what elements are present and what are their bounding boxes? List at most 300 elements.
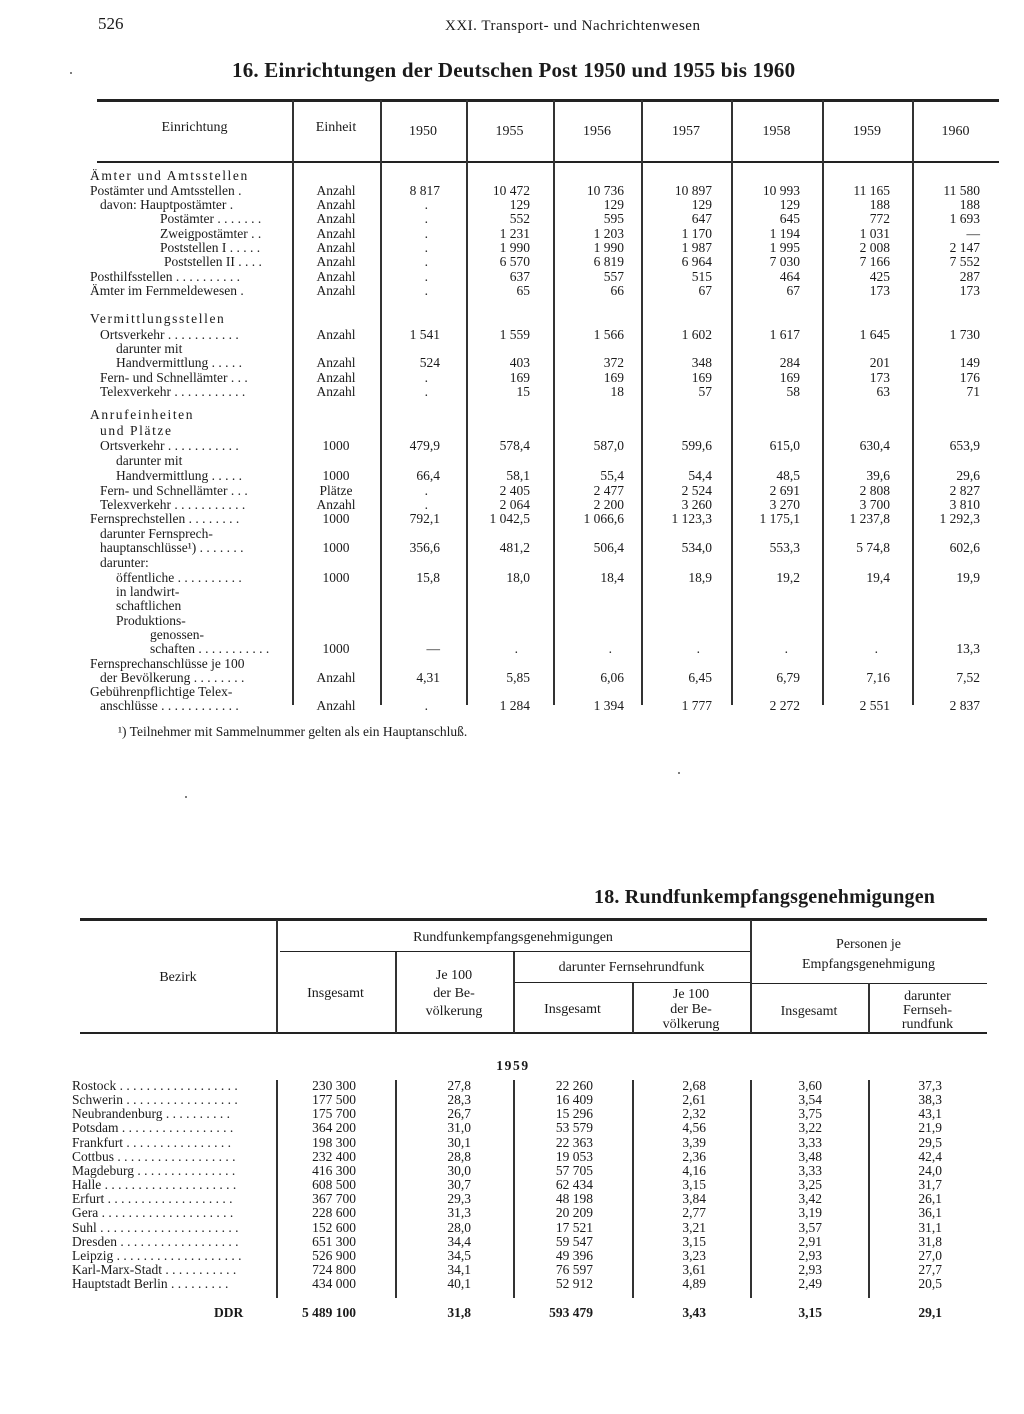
- row-value: 1 284: [499, 698, 530, 713]
- row-unit: Anzahl: [316, 197, 356, 212]
- row-value: 6 819: [593, 254, 624, 269]
- bezirk-label: Gera . . . . . . . . . . . . . . . . . . . .: [72, 1205, 234, 1221]
- row-value: 2 551: [859, 698, 890, 713]
- row-value: 506,4: [593, 540, 624, 555]
- bezirk-label: Halle . . . . . . . . . . . . . . . . . . . .: [72, 1177, 237, 1193]
- row-label: hauptanschlüsse¹) . . . . . . .: [100, 540, 244, 555]
- row-value: 1 777: [681, 698, 712, 713]
- row-value: 10 993: [762, 183, 800, 198]
- row-value: 2 272: [769, 698, 800, 713]
- bezirk-label: Schwerin . . . . . . . . . . . . . . . . .: [72, 1092, 238, 1108]
- row-value: 3,61: [682, 1261, 706, 1277]
- row-value: 645: [779, 211, 800, 226]
- header-je100: der Be-: [433, 986, 475, 1001]
- row-value: .: [874, 641, 878, 656]
- row-value: 39,6: [866, 468, 890, 483]
- row-value: 29,5: [918, 1134, 942, 1150]
- row-value: 3,75: [798, 1106, 822, 1122]
- row-value: 615,0: [769, 438, 800, 453]
- row-value: .: [424, 698, 428, 713]
- row-value: 58: [786, 384, 800, 399]
- row-unit: 1000: [322, 641, 350, 656]
- row-value: 287: [959, 269, 980, 284]
- row-value: .: [424, 483, 428, 498]
- row-value: .: [696, 641, 700, 656]
- table16-title: 16. Einrichtungen der Deutschen Post 1950 und 1955 bis 1960: [232, 58, 796, 82]
- row-value: 2,61: [682, 1092, 706, 1108]
- row-value: 198 300: [312, 1134, 356, 1150]
- row-value: 599,6: [681, 438, 712, 453]
- row-unit: Anzahl: [316, 211, 356, 226]
- row-value: 2 837: [949, 698, 980, 713]
- row-label: darunter Fernsprech-: [100, 526, 213, 541]
- row-value: 6,45: [688, 670, 712, 685]
- row-value: 36,1: [918, 1205, 942, 1221]
- row-value: 59 547: [555, 1233, 593, 1249]
- row-value: .: [424, 240, 428, 255]
- row-value: 53 579: [555, 1120, 593, 1136]
- row-value: 34,4: [447, 1233, 471, 1249]
- row-value: 595: [603, 211, 624, 226]
- row-unit: 1000: [322, 511, 350, 526]
- row-value: 34,1: [447, 1261, 471, 1277]
- table18-top-rule: [80, 918, 987, 921]
- row-value: 647: [691, 211, 712, 226]
- row-label: Postämter . . . . . . .: [160, 211, 262, 226]
- row-value: 34,5: [447, 1247, 471, 1263]
- row-label: genossen-: [150, 627, 204, 642]
- row-value: 1 394: [593, 698, 624, 713]
- row-unit: Anzahl: [316, 183, 356, 198]
- row-value: 169: [509, 370, 530, 385]
- row-value: 11 165: [853, 183, 890, 198]
- row-value: 66,4: [416, 468, 440, 483]
- header-year: 1957: [672, 124, 700, 139]
- row-value: 5 74,8: [856, 540, 890, 555]
- row-value: 177 500: [312, 1092, 356, 1108]
- row-label: schaftlichen: [116, 598, 182, 613]
- row-value: 58,1: [506, 468, 530, 483]
- row-value: 149: [959, 355, 980, 370]
- row-value: 4,56: [682, 1120, 706, 1136]
- row-value: 57 705: [555, 1162, 593, 1178]
- row-value: 54,4: [688, 468, 712, 483]
- row-value: 2 008: [859, 240, 890, 255]
- row-value: 29,6: [956, 468, 980, 483]
- total-value: 3,15: [798, 1305, 822, 1320]
- row-value: 62 434: [555, 1177, 593, 1193]
- row-value: 31,8: [918, 1233, 942, 1249]
- row-label: Vermittlungsstellen: [90, 311, 226, 326]
- row-value: 3,22: [798, 1120, 822, 1136]
- row-value: 175 700: [312, 1106, 356, 1122]
- row-unit: Anzahl: [316, 670, 356, 685]
- row-value: 67: [786, 283, 800, 298]
- row-unit: Anzahl: [316, 384, 356, 399]
- row-value: 31,3: [447, 1205, 471, 1221]
- row-value: 1 170: [681, 226, 712, 241]
- row-value: —: [966, 226, 980, 241]
- row-value: .: [424, 211, 428, 226]
- row-label: darunter mit: [116, 453, 183, 468]
- bezirk-label: Cottbus . . . . . . . . . . . . . . . . . .: [72, 1148, 236, 1164]
- header-year: 1958: [762, 124, 791, 139]
- row-unit: Anzahl: [316, 497, 356, 512]
- row-value: 48,5: [776, 468, 800, 483]
- row-value: 1 175,1: [759, 511, 800, 526]
- total-label: DDR: [214, 1305, 244, 1320]
- row-value: .: [424, 283, 428, 298]
- row-value: 356,6: [409, 540, 440, 555]
- row-value: 1 990: [499, 240, 530, 255]
- row-value: 557: [603, 269, 624, 284]
- row-value: 3 810: [949, 497, 980, 512]
- row-value: 2,93: [798, 1261, 822, 1277]
- row-value: 637: [509, 269, 530, 284]
- row-label: Fernsprechanschlüsse je 100: [90, 656, 245, 671]
- row-value: 1 123,3: [671, 511, 712, 526]
- row-value: 228 600: [312, 1205, 356, 1221]
- row-label: davon: Hauptpostämter .: [100, 197, 234, 212]
- row-value: 2,77: [682, 1205, 706, 1221]
- row-value: 1 990: [593, 240, 624, 255]
- row-unit: Anzahl: [316, 698, 356, 713]
- total-value: 593 479: [549, 1305, 593, 1320]
- row-value: 38,3: [918, 1092, 942, 1108]
- bezirk-label: Erfurt . . . . . . . . . . . . . . . . . . .: [72, 1191, 233, 1207]
- row-value: 6,79: [776, 670, 800, 685]
- row-label: Posthilfsstellen . . . . . . . . . .: [90, 269, 241, 284]
- year-label: 1959: [496, 1058, 530, 1073]
- row-value: 21,9: [918, 1120, 942, 1136]
- row-label: Poststellen II . . . .: [164, 254, 262, 269]
- row-value: 1 042,5: [489, 511, 530, 526]
- row-value: 17 521: [555, 1219, 593, 1235]
- row-value: 3,48: [798, 1148, 822, 1164]
- row-value: 630,4: [859, 438, 890, 453]
- print-speck: [678, 772, 680, 774]
- row-value: 1 995: [769, 240, 800, 255]
- row-value: 3,25: [798, 1177, 822, 1193]
- row-value: 1 693: [949, 211, 980, 226]
- print-speck: [70, 72, 72, 74]
- bezirk-label: Magdeburg . . . . . . . . . . . . . . .: [72, 1162, 236, 1178]
- row-value: 169: [779, 370, 800, 385]
- header-group-personen: Personen je: [836, 937, 901, 952]
- row-value: 653,9: [949, 438, 980, 453]
- row-value: 16 409: [555, 1092, 593, 1108]
- row-value: 2 477: [593, 483, 624, 498]
- row-value: 18,0: [506, 570, 530, 585]
- row-value: 3,33: [798, 1134, 822, 1150]
- row-value: 364 200: [312, 1120, 356, 1136]
- row-value: 772: [869, 211, 890, 226]
- row-value: .: [424, 254, 428, 269]
- row-unit: Anzahl: [316, 240, 356, 255]
- row-value: 169: [603, 370, 624, 385]
- row-label: Telexverkehr . . . . . . . . . . .: [100, 497, 246, 512]
- row-value: 26,7: [447, 1106, 471, 1122]
- row-value: 10 897: [674, 183, 712, 198]
- row-value: 7,52: [956, 670, 980, 685]
- row-value: 31,7: [918, 1177, 942, 1193]
- row-label: Handvermittlung . . . . .: [116, 468, 242, 483]
- row-value: 1 645: [859, 327, 890, 342]
- header-je100: völkerung: [425, 1004, 483, 1019]
- row-unit: Anzahl: [316, 370, 356, 385]
- header-einrichtung: Einrichtung: [161, 120, 228, 135]
- row-value: 201: [869, 355, 890, 370]
- row-value: 4,31: [416, 670, 440, 685]
- row-label: Postämter und Amtsstellen .: [90, 183, 242, 198]
- row-value: 30,7: [447, 1177, 471, 1193]
- row-label: Gebührenpflichtige Telex-: [90, 684, 233, 699]
- row-value: 6 570: [499, 254, 530, 269]
- row-value: 176: [959, 370, 980, 385]
- row-value: 31,1: [918, 1219, 942, 1235]
- row-value: 2 147: [949, 240, 980, 255]
- row-value: .: [424, 370, 428, 385]
- row-value: 526 900: [312, 1247, 356, 1263]
- row-value: 169: [691, 370, 712, 385]
- row-label: Ämter im Fernmeldewesen .: [90, 283, 244, 298]
- row-label: Fern- und Schnellämter . . .: [100, 483, 248, 498]
- row-value: 1 031: [859, 226, 890, 241]
- row-value: 18,4: [600, 570, 624, 585]
- row-value: 232 400: [312, 1148, 356, 1164]
- row-value: 578,4: [499, 438, 530, 453]
- row-unit: Anzahl: [316, 327, 356, 342]
- row-value: 515: [691, 269, 712, 284]
- row-value: 188: [869, 197, 890, 212]
- row-value: .: [514, 641, 518, 656]
- row-label: öffentliche . . . . . . . . . .: [116, 570, 242, 585]
- row-value: 2 827: [949, 483, 980, 498]
- table18-subrule: [280, 951, 750, 952]
- row-value: 49 396: [555, 1247, 593, 1263]
- row-value: 66: [610, 283, 624, 298]
- row-value: 30,1: [447, 1134, 471, 1150]
- bezirk-label: Potsdam . . . . . . . . . . . . . . . . .: [72, 1120, 234, 1136]
- row-value: 26,1: [918, 1191, 942, 1207]
- row-label: darunter:: [100, 555, 149, 570]
- row-value: 22 363: [555, 1134, 593, 1150]
- row-unit: Anzahl: [316, 283, 356, 298]
- row-unit: 1000: [322, 468, 350, 483]
- row-value: 129: [779, 197, 800, 212]
- row-value: .: [424, 384, 428, 399]
- row-label: Zweigpostämter . .: [160, 226, 262, 241]
- row-value: 481,2: [499, 540, 530, 555]
- row-value: 2 808: [859, 483, 890, 498]
- row-value: 434 000: [312, 1276, 356, 1292]
- row-value: 2 064: [499, 497, 530, 512]
- row-value: 416 300: [312, 1162, 356, 1178]
- header-p-fernseh: rundfunk: [901, 1017, 954, 1032]
- row-value: 15 296: [555, 1106, 593, 1122]
- row-value: 52 912: [555, 1276, 593, 1292]
- row-value: .: [424, 226, 428, 241]
- row-value: 3,42: [798, 1191, 822, 1207]
- row-value: 2,93: [798, 1247, 822, 1263]
- row-value: 1 617: [769, 327, 800, 342]
- row-value: 8 817: [409, 183, 440, 198]
- row-label: Ämter und Amtsstellen: [90, 168, 249, 183]
- header-year: 1955: [495, 124, 524, 139]
- row-value: 42,4: [918, 1148, 942, 1164]
- row-value: 4,89: [682, 1276, 706, 1292]
- header-p-fernseh: darunter: [904, 989, 951, 1004]
- row-value: 2 524: [681, 483, 712, 498]
- row-value: 3,23: [682, 1247, 706, 1263]
- header-bezirk: Bezirk: [159, 970, 197, 985]
- bezirk-label: Suhl . . . . . . . . . . . . . . . . . . . . .: [72, 1219, 239, 1235]
- row-label: der Bevölkerung . . . . . . . .: [100, 670, 245, 685]
- row-value: 3,39: [682, 1134, 706, 1150]
- row-value: 55,4: [600, 468, 624, 483]
- total-value: 29,1: [918, 1305, 942, 1320]
- row-value: 2,49: [798, 1276, 822, 1292]
- row-value: 10 736: [586, 183, 624, 198]
- header-year: 1956: [583, 124, 611, 139]
- bezirk-label: Rostock . . . . . . . . . . . . . . . . . .: [72, 1078, 238, 1093]
- header-year: 1960: [941, 124, 970, 139]
- row-value: 3 270: [769, 497, 800, 512]
- row-label: Poststellen I . . . . .: [160, 240, 261, 255]
- row-value: 3,57: [798, 1219, 822, 1235]
- row-value: 28,0: [447, 1219, 471, 1235]
- row-value: 2,91: [798, 1233, 822, 1249]
- row-value: 76 597: [555, 1261, 593, 1277]
- row-value: .: [424, 197, 428, 212]
- row-value: 15,8: [416, 570, 440, 585]
- row-label: Handvermittlung . . . . .: [116, 355, 242, 370]
- row-value: 48 198: [555, 1191, 593, 1207]
- row-value: 7 552: [949, 254, 980, 269]
- header-group-rundfunk: Rundfunkempfangsgenehmigungen: [413, 930, 613, 945]
- row-value: 1 194: [769, 226, 800, 241]
- table16-header-rule: [97, 161, 999, 163]
- row-value: 6,06: [600, 670, 624, 685]
- bezirk-label: Dresden . . . . . . . . . . . . . . . . . .: [72, 1233, 239, 1249]
- header-group-personen: Empfangsgenehmigung: [802, 957, 935, 972]
- row-value: 3,54: [798, 1092, 822, 1108]
- row-value: 1 566: [593, 327, 624, 342]
- row-value: 2,32: [682, 1106, 706, 1122]
- row-value: 1 602: [681, 327, 712, 342]
- row-value: 724 800: [312, 1261, 356, 1277]
- row-unit: Anzahl: [316, 269, 356, 284]
- row-value: 524: [419, 355, 440, 370]
- row-value: 587,0: [593, 438, 624, 453]
- total-value: 31,8: [447, 1305, 471, 1320]
- table18-header-rule: [80, 1032, 987, 1034]
- row-value: 230 300: [312, 1078, 356, 1093]
- row-value: 425: [869, 269, 890, 284]
- row-label: Anrufeinheiten: [90, 407, 195, 422]
- row-value: 28,8: [447, 1148, 471, 1164]
- row-value: 7 030: [769, 254, 800, 269]
- row-value: 63: [876, 384, 890, 399]
- row-unit: 1000: [322, 570, 350, 585]
- row-label: Ortsverkehr . . . . . . . . . . .: [100, 327, 239, 342]
- row-value: 20 209: [555, 1205, 593, 1221]
- header-einheit: Einheit: [315, 120, 357, 135]
- header-year: 1959: [853, 124, 881, 139]
- bezirk-label: Frankfurt . . . . . . . . . . . . . . . .: [72, 1134, 231, 1150]
- row-value: 3,60: [798, 1078, 822, 1093]
- row-label: Produktions-: [116, 613, 186, 628]
- row-value: 3,15: [682, 1233, 706, 1249]
- row-value: —: [426, 641, 440, 656]
- row-value: 37,3: [918, 1078, 942, 1093]
- row-value: 1 066,6: [583, 511, 624, 526]
- bezirk-label: Karl-Marx-Stadt . . . . . . . . . . .: [72, 1261, 237, 1277]
- row-value: 6 964: [681, 254, 712, 269]
- row-value: 7,16: [866, 670, 890, 685]
- row-value: 40,1: [447, 1276, 471, 1292]
- row-label: schaften . . . . . . . . . . .: [150, 641, 270, 656]
- row-value: 67: [698, 283, 712, 298]
- row-value: 1 730: [949, 327, 980, 342]
- total-value: 5 489 100: [302, 1305, 356, 1320]
- row-unit: 1000: [322, 438, 350, 453]
- row-unit: Anzahl: [316, 355, 356, 370]
- row-unit: 1000: [322, 540, 350, 555]
- row-label: und Plätze: [100, 423, 173, 438]
- row-label: Fernsprechstellen . . . . . . . .: [90, 511, 240, 526]
- row-value: 2 691: [769, 483, 800, 498]
- header-p-insgesamt: Insgesamt: [780, 1004, 838, 1019]
- row-value: 15: [516, 384, 530, 399]
- row-value: 1 203: [593, 226, 624, 241]
- page-number: 526: [98, 14, 124, 33]
- row-value: 19,2: [776, 570, 800, 585]
- row-value: 18: [610, 384, 624, 399]
- row-value: 1 237,8: [849, 511, 890, 526]
- table16-footnote: ¹) Teilnehmer mit Sammelnummer gelten als ein Hauptanschluß.: [118, 724, 468, 739]
- row-value: 3,19: [798, 1205, 822, 1221]
- row-value: 348: [691, 355, 712, 370]
- row-value: 30,0: [447, 1162, 471, 1178]
- table18-title: 18. Rundfunkempfangsgenehmigungen: [594, 886, 936, 908]
- header-fs-je100: der Be-: [670, 1002, 712, 1017]
- row-value: 2,68: [682, 1078, 706, 1093]
- row-value: 1 231: [499, 226, 530, 241]
- row-value: 403: [509, 355, 530, 370]
- row-value: 20,5: [918, 1276, 942, 1292]
- header-group-fernseh: darunter Fernsehrundfunk: [558, 960, 705, 975]
- row-value: 19 053: [555, 1148, 593, 1164]
- row-value: 602,6: [949, 540, 980, 555]
- row-value: 5,85: [506, 670, 530, 685]
- row-label: in landwirt-: [116, 584, 180, 599]
- row-value: 1 541: [409, 327, 440, 342]
- row-value: 367 700: [312, 1191, 356, 1207]
- row-value: 651 300: [312, 1233, 356, 1249]
- row-value: 2 405: [499, 483, 530, 498]
- row-value: 19,9: [956, 570, 980, 585]
- row-value: 71: [966, 384, 980, 399]
- row-value: 3 260: [681, 497, 712, 512]
- row-value: 24,0: [918, 1162, 942, 1178]
- row-value: 19,4: [866, 570, 890, 585]
- row-value: .: [784, 641, 788, 656]
- header-je100: Je 100: [435, 968, 473, 983]
- row-value: 188: [959, 197, 980, 212]
- row-value: 553,3: [769, 540, 800, 555]
- row-value: 372: [603, 355, 624, 370]
